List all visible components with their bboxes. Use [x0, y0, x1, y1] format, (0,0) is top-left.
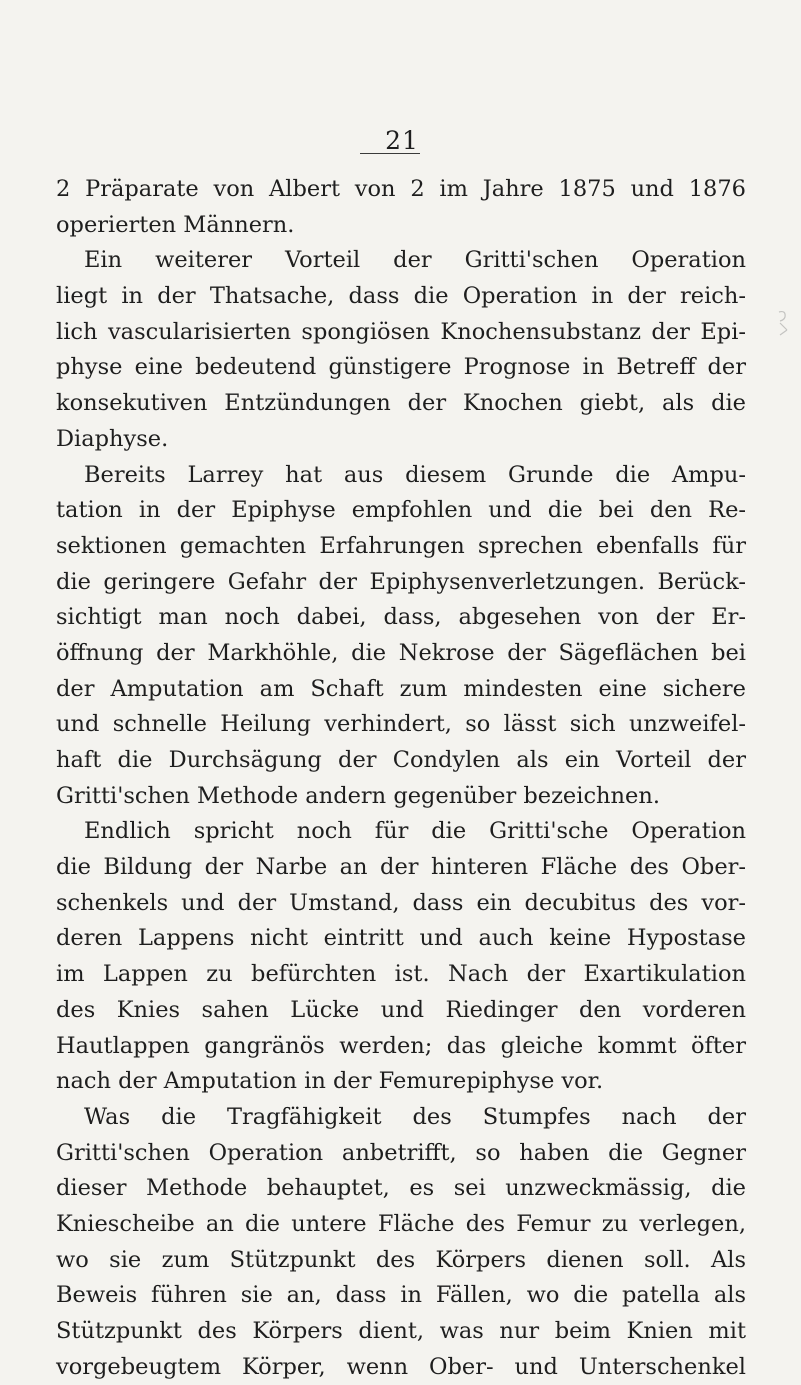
text-line: physe eine bedeutend günstigere Prognose in Betreff der	[56, 354, 746, 381]
text-line: Kniescheibe an die untere Fläche des Femur zu verlegen,	[56, 1210, 746, 1237]
margin-pencil-mark-icon	[776, 308, 790, 338]
text-line: sektionen gemachten Erfahrungen sprechen ebenfalls für	[56, 532, 746, 559]
text-line: Stützpunkt des Körpers dient, was nur beim Knien mit	[56, 1318, 746, 1344]
text-line: Hautlappen gangränös werden; das gleiche kommt öfter	[56, 1032, 746, 1059]
text-line: haft die Durchsägung der Condylen als ein Vorteil der	[56, 747, 746, 773]
text-line: Ein weiterer Vorteil der Gritti'schen Operation	[84, 247, 746, 274]
text-line: des Knies sahen Lücke und Riedinger den vorderen	[56, 996, 746, 1023]
text-line: Bereits Larrey hat aus diesem Grunde die Ampu-	[84, 461, 746, 488]
text-line: die geringere Gefahr der Epiphysenverletzungen. Berück-	[56, 568, 746, 595]
text-line: Gritti'schen Methode andern gegenüber bezeichnen.	[56, 782, 660, 809]
text-line: im Lappen zu befürchten ist. Nach der Exartikulation	[56, 961, 746, 988]
body-text	[56, 172, 746, 1385]
text-line: dieser Methode behauptet, es sei unzweckmässig, die	[56, 1175, 746, 1202]
text-line: liegt in der Thatsache, dass die Operation in der reich-	[56, 283, 746, 310]
text-line: vorgebeugtem Körper, wenn Ober- und Unterschenkel	[56, 1353, 746, 1380]
text-line: lich vascularisierten spongiösen Knochensubstanz der Epi-	[56, 318, 746, 345]
text-line: operierten Männern.	[56, 211, 295, 238]
text-line: sichtigt man noch dabei, dass, abgesehen von der Er-	[56, 604, 746, 631]
text-line: tation in der Epiphyse empfohlen und die bei den Re-	[56, 497, 746, 524]
text-line: Gritti'schen Operation anbetrifft, so haben die Gegner	[56, 1139, 746, 1166]
page-number: 21	[385, 126, 419, 155]
text-line: konsekutiven Entzündungen der Knochen giebt, als die	[56, 390, 746, 417]
text-line: der Amputation am Schaft zum mindesten eine sichere	[56, 675, 746, 702]
text-line: nach der Amputation in der Femurepiphyse vor.	[56, 1068, 604, 1095]
text-line: wo sie zum Stützpunkt des Körpers dienen soll. Als	[56, 1246, 746, 1273]
text-line: öffnung der Markhöhle, die Nekrose der Sägeflächen bei	[56, 639, 746, 666]
text-line: und schnelle Heilung verhindert, so lässt sich unzweifel-	[56, 711, 746, 738]
text-line: deren Lappens nicht eintritt und auch keine Hypostase	[56, 925, 746, 952]
text-line: Endlich spricht noch für die Gritti'sche Operation	[84, 818, 746, 845]
text-line: die Bildung der Narbe an der hinteren Fläche des Ober-	[56, 854, 746, 881]
text-line: Was die Tragfähigkeit des Stumpfes nach der	[84, 1103, 746, 1130]
text-line: Diaphyse.	[56, 425, 169, 452]
text-line: Beweis führen sie an, dass in Fällen, wo die patella als	[56, 1282, 746, 1309]
text-line: schenkels und der Umstand, dass ein decubitus des vor-	[56, 889, 746, 916]
page-number-rule	[360, 153, 420, 154]
text-line: 2 Präparate von Albert von 2 im Jahre 1875 und 1876	[56, 176, 746, 202]
